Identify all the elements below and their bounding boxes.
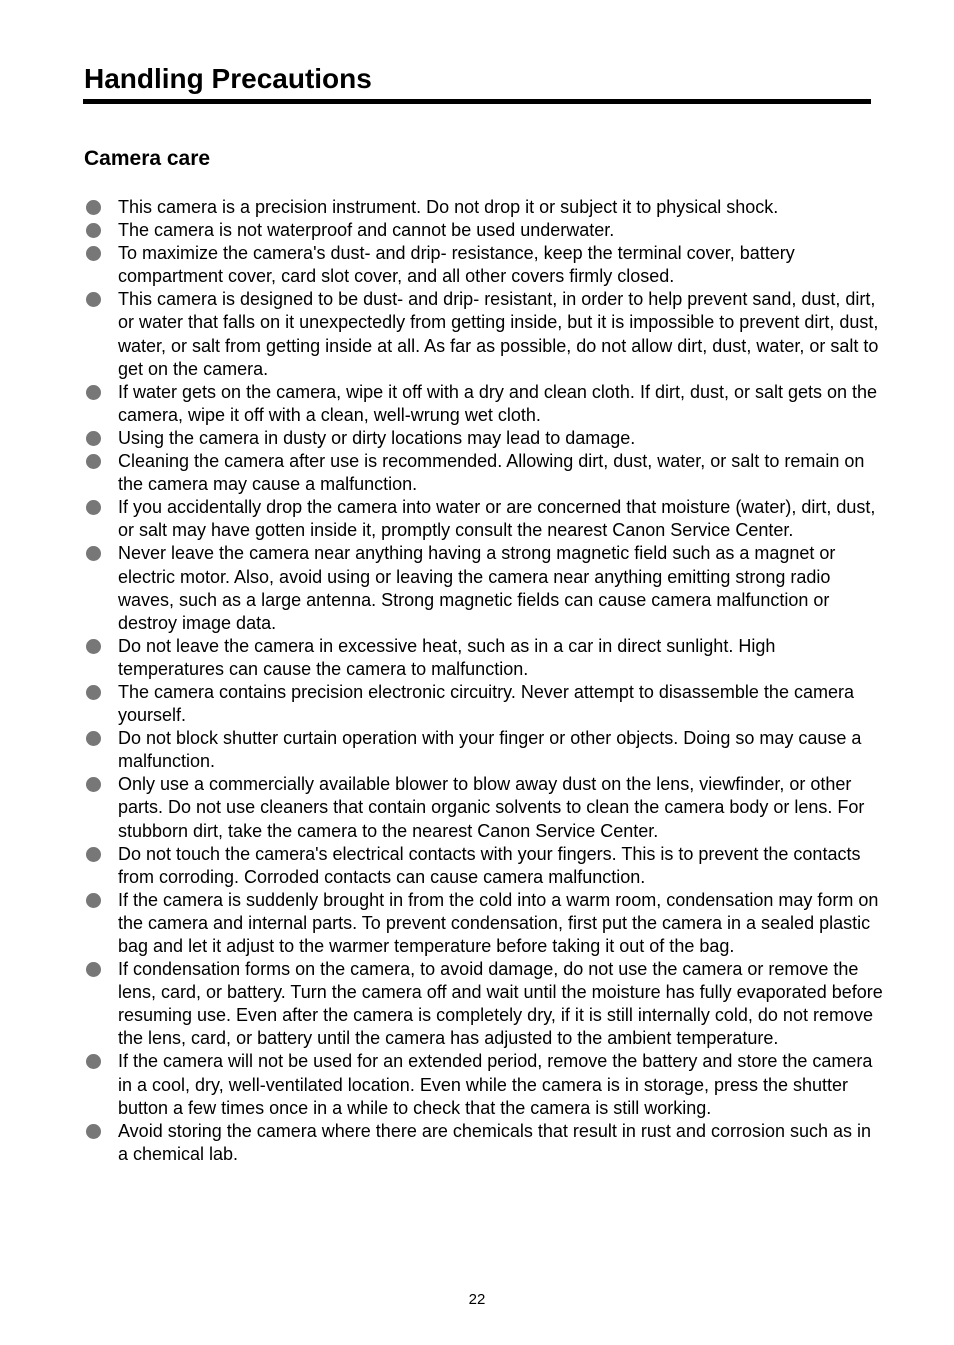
list-item-text: If you accidentally drop the camera into water or are concerned that moisture (water), dirt, dust, or salt may have gotten inside it, promptly consult the nearest Canon Service Center.	[118, 497, 876, 541]
list-item	[84, 496, 884, 542]
list-item-text: This camera is designed to be dust- and drip- resistant, in order to help prevent sand, dust, dirt, or water that falls on it unexpectedly from getting inside, but it is impossible to prevent dirt, dust, water, or salt from getting inside at all. As far as possible, do not allow dirt, dust, water, or salt to get on the camera.	[118, 289, 879, 379]
list-item-text: This camera is a precision instrument. Do not drop it or subject it to physical shock.	[118, 197, 779, 217]
section-heading: Camera care	[84, 147, 211, 170]
list-item-text: Never leave the camera near anything having a strong magnetic field such as a magnet or electric motor. Also, avoid using or leaving the camera near anything emitting strong radio waves, such as a large antenna. Strong magnetic fields can cause camera malfunction or destroy image data.	[118, 543, 836, 633]
list-item-text: Avoid storing the camera where there are chemicals that result in rust and corrosion such as in a chemical lab.	[118, 1120, 872, 1164]
list-item-text: Do not leave the camera in excessive heat, such as in a car in direct sunlight. High temperatures can cause the camera to malfunction.	[118, 635, 776, 679]
list-item-text: Do not block shutter curtain operation with your finger or other objects. Doing so may cause a malfunction.	[118, 728, 862, 772]
bullet-circle-icon	[86, 893, 101, 908]
list-item-text: If condensation forms on the camera, to avoid damage, do not use the camera or remove the lens, card, or battery. Turn the camera off and wait until the moisture has fully evaporated before resuming use. Even after the camera is completely dry, if it is still internally cold, do not remove the lens, card, or battery until the camera has adjusted to the ambient temperature.	[118, 959, 883, 1049]
page-title: Handling Precautions	[84, 63, 372, 94]
list-item	[84, 450, 884, 496]
bullet-circle-icon	[86, 200, 101, 215]
page-number: 22	[468, 1291, 486, 1308]
bullet-circle-icon	[86, 292, 101, 307]
list-item	[84, 1120, 884, 1166]
list-item	[84, 635, 884, 681]
list-item-text: If the camera will not be used for an extended period, remove the battery and store the camera in a cool, dry, well-ventilated location. Even while the camera is in storage, press the shutter button a few times once in a while to check that the camera is still working.	[118, 1051, 873, 1118]
bullet-circle-icon	[86, 431, 101, 446]
list-item	[84, 427, 884, 450]
bullet-circle-icon	[86, 1054, 101, 1069]
list-item	[84, 542, 884, 634]
list-item	[84, 196, 884, 219]
bullet-circle-icon	[86, 685, 101, 700]
bullet-circle-icon	[86, 546, 101, 561]
bullet-circle-icon	[86, 962, 101, 977]
bullet-circle-icon	[86, 847, 101, 862]
list-item-text: If water gets on the camera, wipe it off with a dry and clean cloth. If dirt, dust, or salt gets on the camera, wipe it off with a clean, well-wrung wet cloth.	[118, 381, 878, 425]
list-item	[84, 1050, 884, 1119]
bullet-circle-icon	[86, 385, 101, 400]
list-item	[84, 958, 884, 1050]
bullet-circle-icon	[86, 1124, 101, 1139]
title-underline-rule	[83, 99, 871, 104]
list-item	[84, 681, 884, 727]
precautions-list	[84, 196, 884, 1166]
bullet-circle-icon	[86, 223, 101, 238]
bullet-circle-icon	[86, 500, 101, 515]
list-item	[84, 889, 884, 958]
list-item	[84, 288, 884, 380]
list-item-text: Using the camera in dusty or dirty locations may lead to damage.	[118, 427, 636, 448]
bullet-circle-icon	[86, 731, 101, 746]
list-item-text: Only use a commercially available blower to blow away dust on the lens, viewfinder, or other parts. Do not use cleaners that contain organic solvents to clean the camera body or lens. For stubborn dirt, take the camera to the nearest Canon Service Center.	[118, 774, 865, 841]
list-item-text: Cleaning the camera after use is recommended. Allowing dirt, dust, water, or salt to remain on the camera may cause a malfunction.	[118, 451, 865, 495]
bullet-circle-icon	[86, 639, 101, 654]
list-item-text: If the camera is suddenly brought in from the cold into a warm room, condensation may form on the camera and internal parts. To prevent condensation, first put the camera in a sealed plastic bag and let it adjust to the warmer temperature before taking it out of the bag.	[118, 889, 879, 956]
list-item-text: The camera is not waterproof and cannot be used underwater.	[118, 220, 615, 241]
list-item	[84, 381, 884, 427]
list-item	[84, 773, 884, 842]
list-item-text: To maximize the camera's dust- and drip- resistance, keep the terminal cover, battery compartment cover, card slot cover, and all other covers firmly closed.	[118, 243, 795, 287]
bullet-circle-icon	[86, 777, 101, 792]
list-item	[84, 242, 884, 288]
list-item	[84, 219, 884, 242]
list-item-text: The camera contains precision electronic circuitry. Never attempt to disassemble the camera yourself.	[118, 681, 854, 726]
bullet-circle-icon	[86, 454, 101, 469]
list-item	[84, 727, 884, 773]
bullet-circle-icon	[86, 246, 101, 261]
list-item	[84, 843, 884, 889]
list-item-text: Do not touch the camera's electrical contacts with your fingers. This is to prevent the contacts from corroding. Corroded contacts can cause camera malfunction.	[118, 843, 861, 887]
